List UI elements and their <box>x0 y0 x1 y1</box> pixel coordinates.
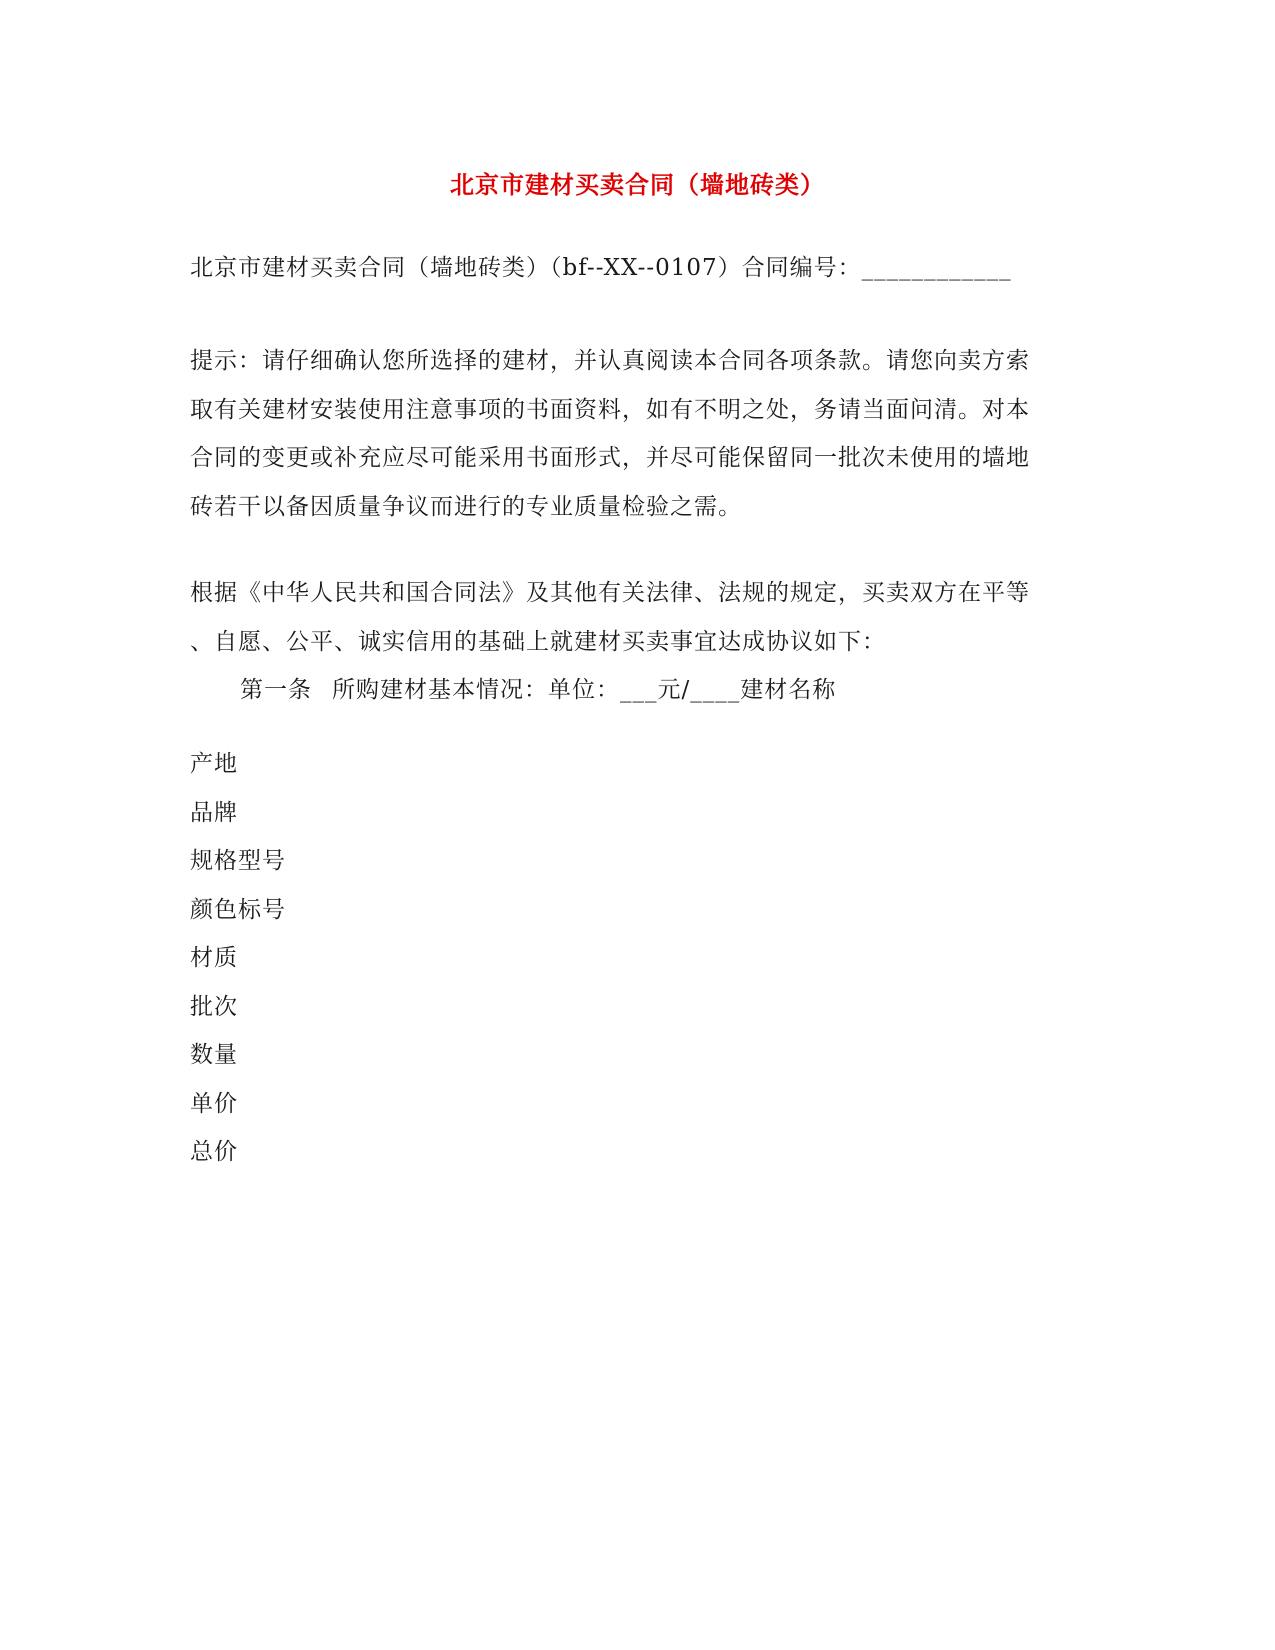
list-item: 批次 <box>190 993 238 1020</box>
list-item: 品牌 <box>190 799 238 826</box>
list-item: 材质 <box>190 945 238 971</box>
list-item: 总价 <box>190 1139 238 1165</box>
basis-line: 根据《中华人民共和国合同法》及其他有关法律、法规的规定，买卖双方在平等 <box>190 580 1030 606</box>
article-1-number: 第一条 <box>240 677 312 703</box>
notice-line: 取有关建材安装使用注意事项的书面资料，如有不明之处，务请当面问清。对本 <box>190 396 1030 423</box>
article-1-line <box>190 666 1070 715</box>
list-item: 数量 <box>190 1042 238 1068</box>
contract-number-line: 北京市建材买卖合同（墙地砖类）（bf--XX--0107）合同编号：____________ <box>190 255 1012 281</box>
basis-paragraph <box>190 569 1070 715</box>
list-item: 单价 <box>190 1090 238 1117</box>
notice-line: 砖若干以备因质量争议而进行的专业质量检验之需。 <box>190 493 742 520</box>
material-items-list <box>190 740 286 1177</box>
notice-line: 提示：请仔细确认您所选择的建材，并认真阅读本合同各项条款。请您向卖方索 <box>190 348 1030 374</box>
basis-line: 、自愿、公平、诚实信用的基础上就建材买卖事宜达成协议如下： <box>190 628 886 655</box>
list-item: 规格型号 <box>190 848 286 874</box>
notice-line: 合同的变更或补充应尽可能采用书面形式，并尽可能保留同一批次未使用的墙地 <box>190 445 1030 471</box>
notice-paragraph <box>190 337 1070 531</box>
contract-header-line <box>190 244 1070 293</box>
article-1-text: 所购建材基本情况：单位：___元/____建材名称 <box>332 677 837 703</box>
document-title: 北京市建材买卖合同（墙地砖类） <box>450 170 825 199</box>
list-item: 产地 <box>190 751 238 777</box>
list-item: 颜色标号 <box>190 896 286 923</box>
